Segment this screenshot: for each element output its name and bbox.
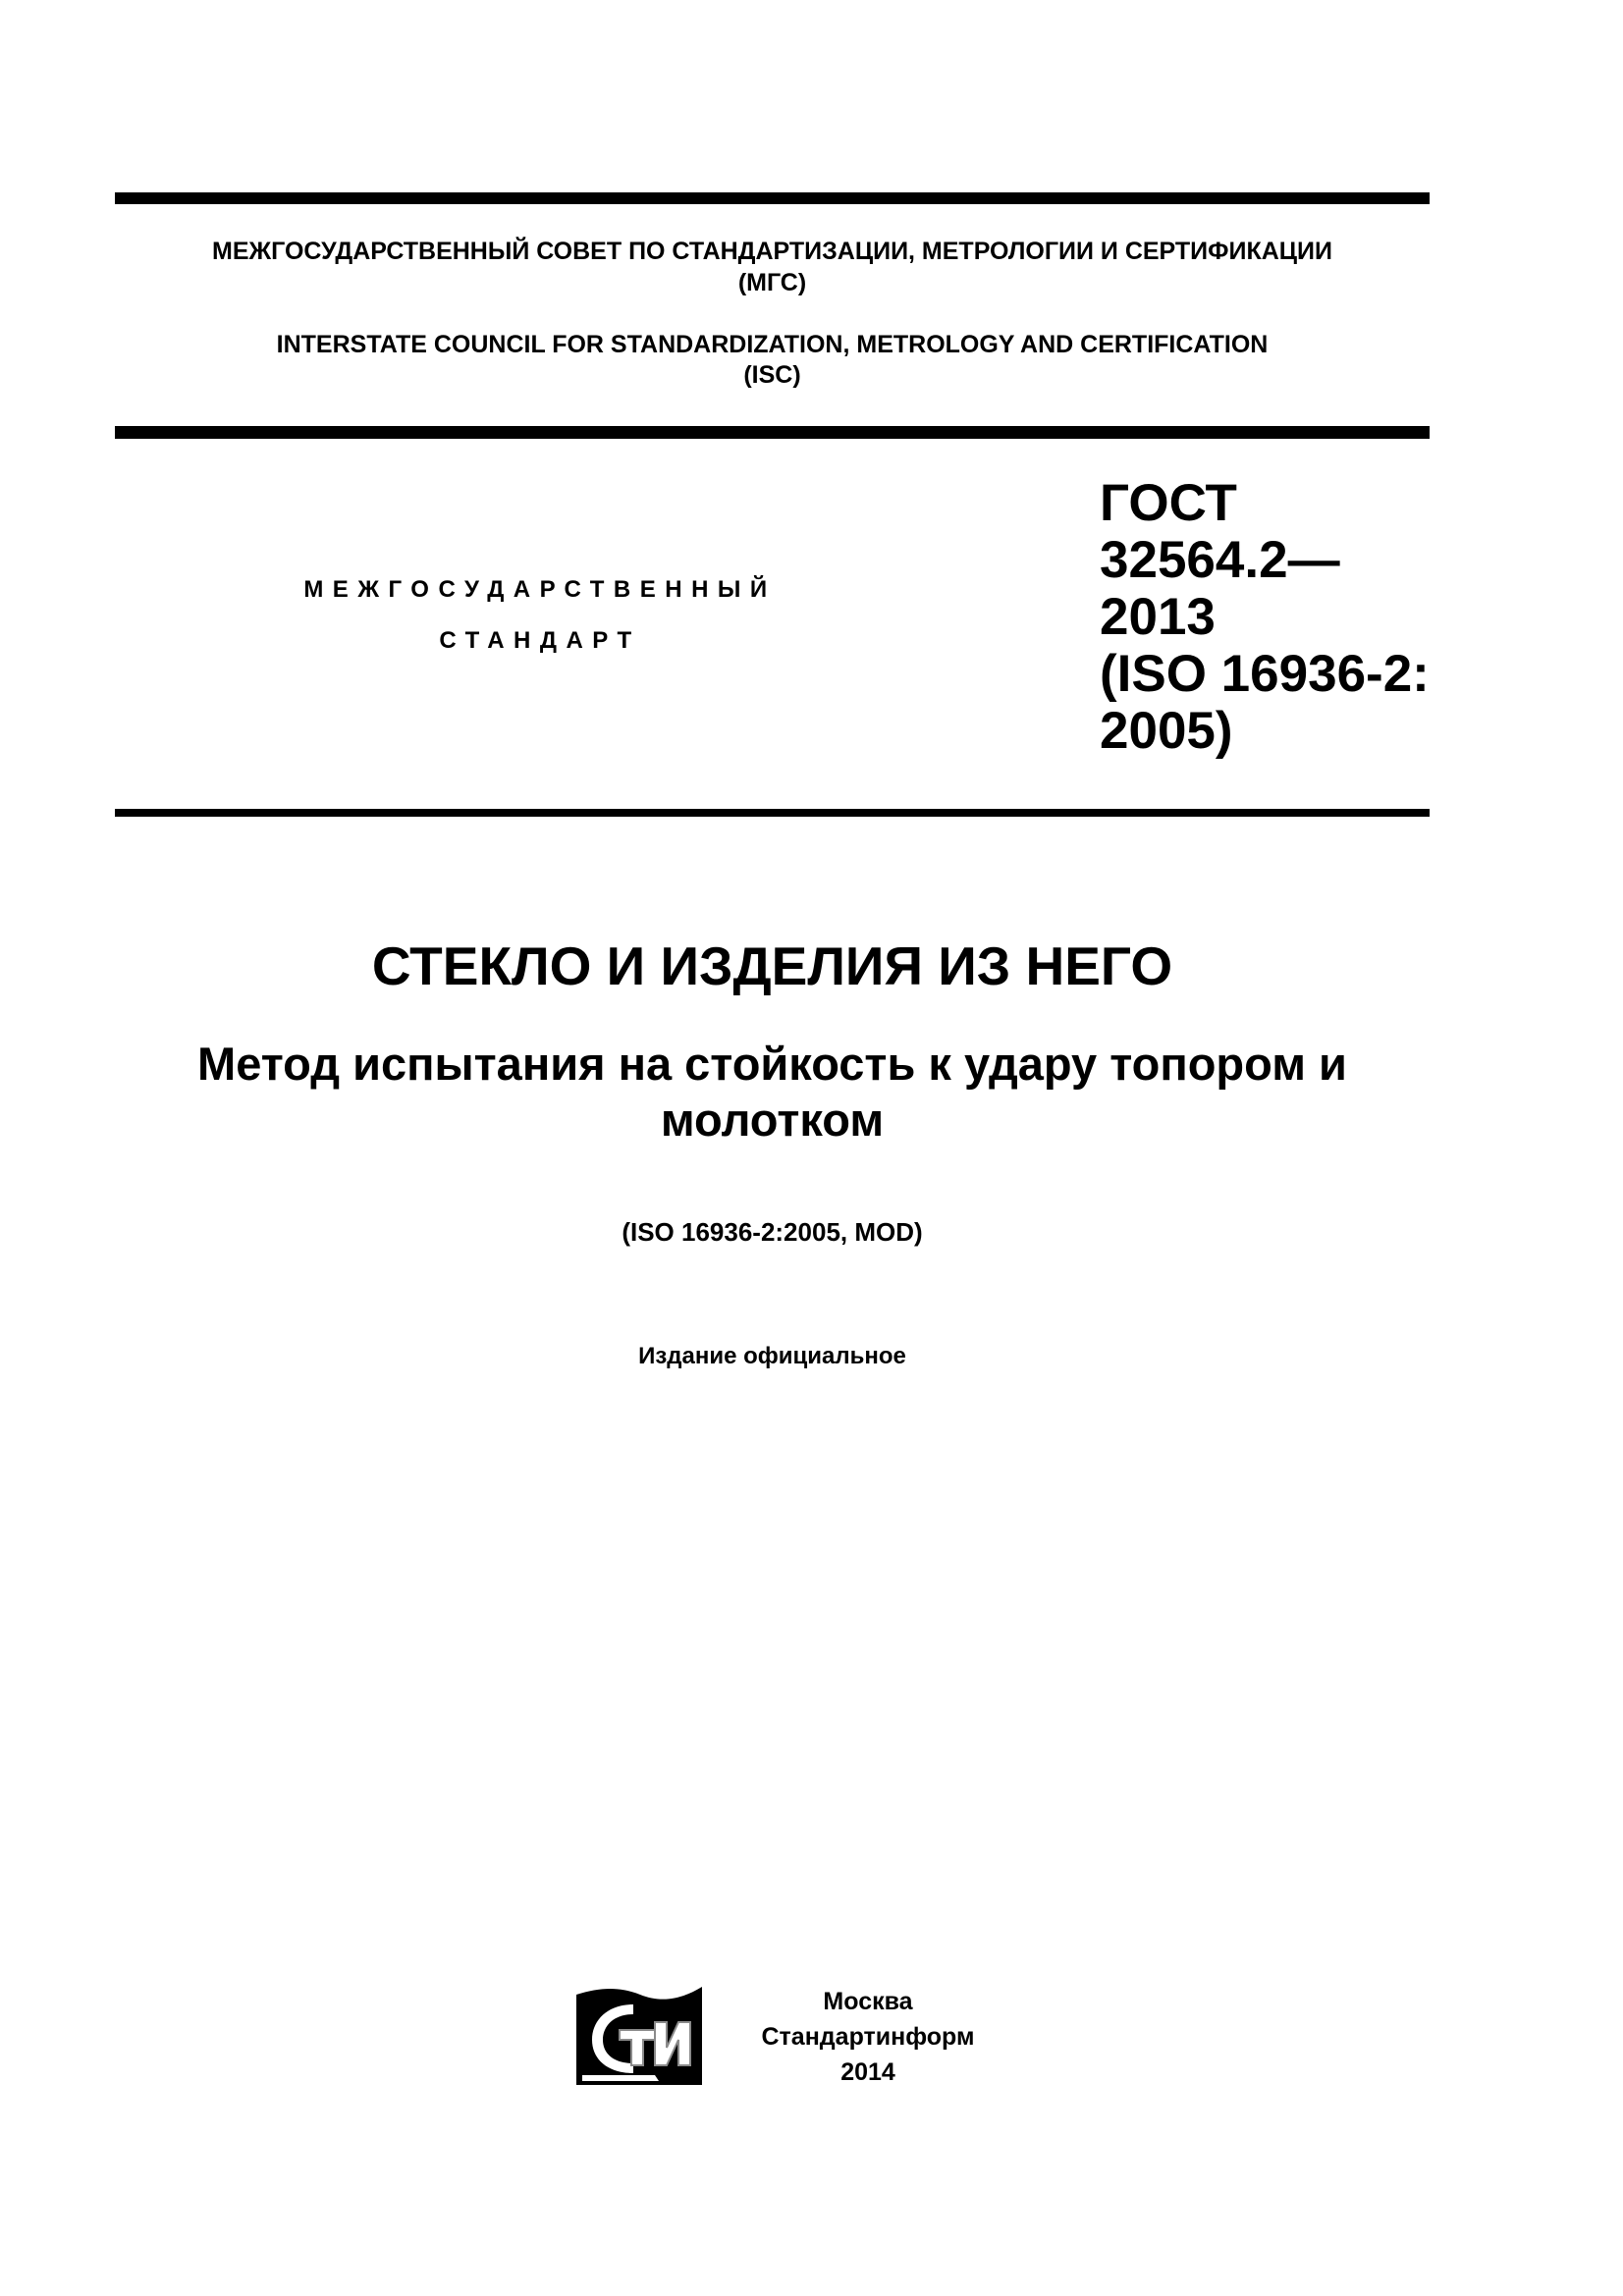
standard-label-line2: СТАНДАРТ: [439, 627, 641, 654]
gost-designation-line5: 2005): [1100, 702, 1233, 760]
council-abbr-en: (ISC): [743, 361, 801, 389]
header-divider-rule: [115, 426, 1430, 439]
gost-designation-line4: (ISO 16936-2:: [1100, 645, 1430, 703]
gost-designation-line3: 2013: [1100, 588, 1216, 646]
standard-label-line1: МЕЖГОСУДАРСТВЕННЫЙ: [303, 576, 777, 603]
publisher-city: Москва: [823, 1988, 913, 2015]
publication-year: 2014: [840, 2058, 895, 2086]
council-name-ru: МЕЖГОСУДАРСТВЕННЫЙ СОВЕТ ПО СТАНДАРТИЗАЦИИ, МЕТРОЛОГИИ И СЕРТИФИКАЦИИ: [212, 238, 1332, 265]
document-subtitle-line1: Метод испытания на стойкость к удару топором и: [197, 1038, 1347, 1090]
document-subtitle-line2: молотком: [660, 1094, 885, 1146]
council-name-en: INTERSTATE COUNCIL FOR STANDARDIZATION, METROLOGY AND CERTIFICATION: [276, 331, 1269, 358]
gost-designation-line1: ГОСТ: [1100, 474, 1237, 532]
publisher-info: [730, 1984, 1005, 2090]
document-title: СТЕКЛО И ИЗДЕЛИЯ ИЗ НЕГО: [371, 935, 1173, 996]
iso-reference: (ISO 16936-2:2005, MOD): [622, 1217, 923, 1247]
standard-label: [295, 564, 785, 667]
publisher-name: Стандартинформ: [761, 2023, 975, 2051]
council-abbr-ru: (МГС): [737, 269, 807, 296]
designation-divider-rule: [115, 809, 1430, 817]
gost-designation: [1100, 475, 1430, 760]
gost-designation-line2: 32564.2—: [1100, 531, 1340, 589]
top-rule: [115, 192, 1430, 204]
standartinform-logo-icon: [576, 1983, 702, 2085]
edition-note: Издание официальное: [638, 1343, 906, 1369]
